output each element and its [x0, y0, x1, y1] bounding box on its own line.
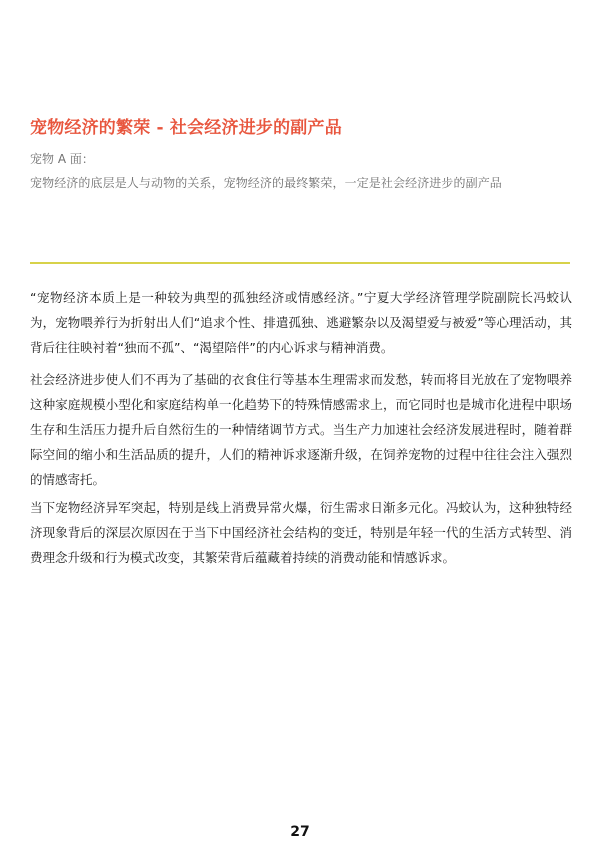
divider-rule: [30, 262, 570, 264]
page-number: 27: [290, 824, 310, 840]
body-paragraph: 社会经济进步使人们不再为了基础的衣食住行等基本生理需求而发愁，转而将目光放在了宠物喂养这种家庭规模小型化和家庭结构单一化趋势下的特殊情感需求上，而它同时也是城市化进程中职场生存和生活压力提升后自然衍生的一种情绪调节方式。当生产力加速社会经济发展进程时，随着群际空间的缩小和生活品质的提升，人们的精神诉求逐渐升级，在饲养宠物的过程中往往会注入强烈的情感寄托。: [30, 372, 572, 487]
body-paragraph: 当下宠物经济异军突起，特别是线上消费异常火爆，衍生需求日渐多元化。冯蛟认为，这种独特经济现象背后的深层次原因在于当下中国经济社会结构的变迁，特别是年轻一代的生活方式转型、消费理念升级和行为模式改变，其繁荣背后蕴藏着持续的消费动能和情感诉求。: [30, 500, 572, 565]
body-paragraph: “宠物经济本质上是一种较为典型的孤独经济或情感经济。”宁夏大学经济管理学院副院长冯蛟认为，宠物喂养行为折射出人们“追求个性、排遣孤独、逃避繁杂以及渴望爱与被爱”等心理活动，其背后往往映衬着“独而不孤”、“渴望陪伴”的内心诉求与精神消费。: [30, 290, 572, 355]
section-subtitle: 宠物 A 面：: [30, 152, 94, 166]
section-summary: 宠物经济的底层是人与动物的关系，宠物经济的最终繁荣，一定是社会经济进步的副产品: [30, 176, 502, 190]
section-title: 宠物经济的繁荣 - 社会经济进步的副产品: [30, 118, 342, 138]
